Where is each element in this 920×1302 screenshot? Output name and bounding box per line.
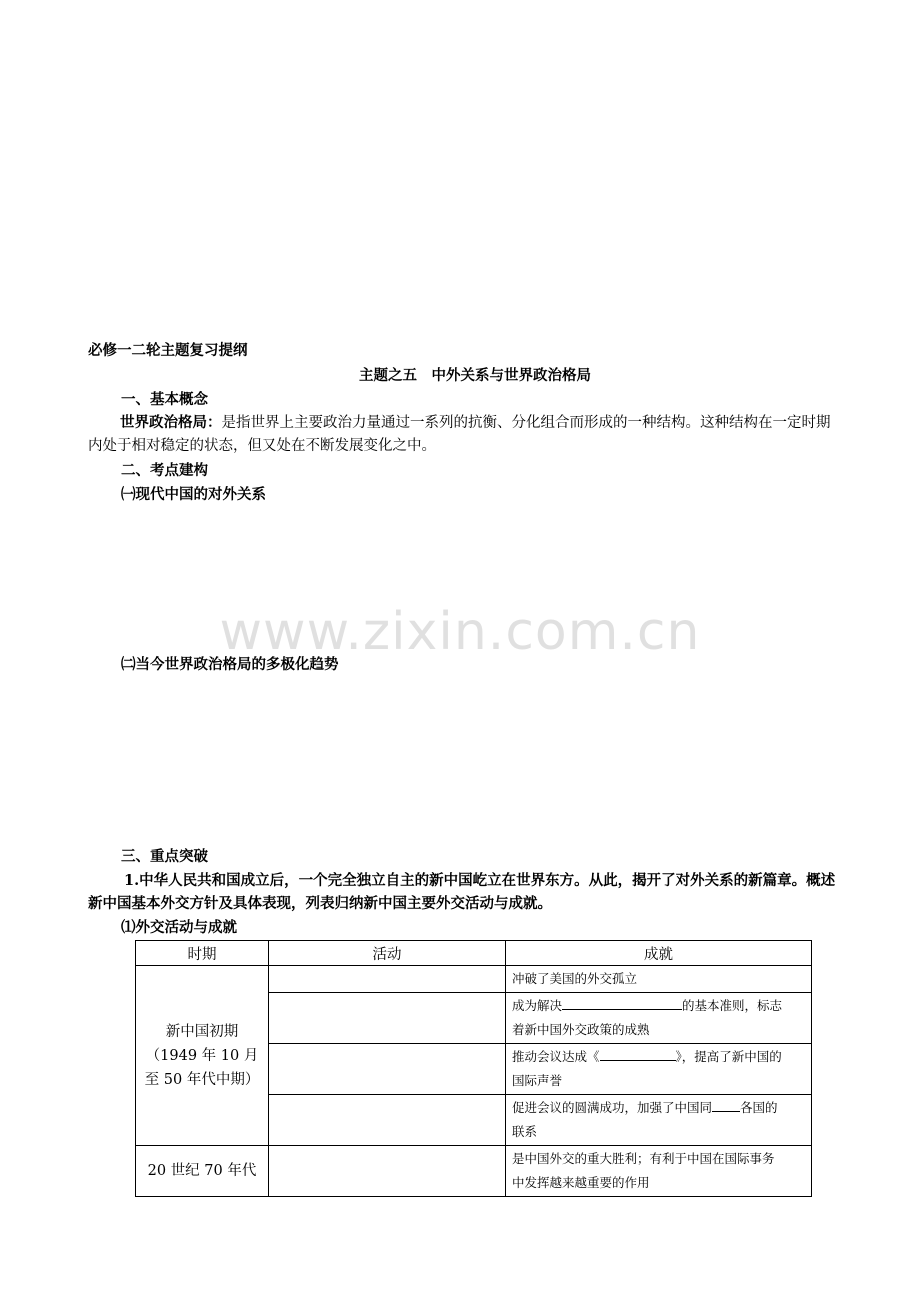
activity-cell[interactable] (269, 1146, 506, 1197)
section-heading-2: 二、考点建构 (121, 462, 208, 479)
table-row (136, 1146, 812, 1197)
subheading-multipolarity: ㈡当今世界政治格局的多极化趋势 (121, 656, 339, 673)
watermark: www.zixin.com.cn (219, 602, 701, 662)
doc-title: 主题之五 中外关系与世界政治格局 (359, 367, 591, 384)
activity-cell[interactable] (269, 966, 506, 993)
table-row (136, 966, 812, 993)
period-early-prc: 新中国初期 （1949 年 10 月 至 50 年代中期） (136, 966, 269, 1146)
subheading-foreign-relations: ㈠现代中国的对外关系 (121, 486, 266, 503)
achievement-cell: 冲破了美国的外交孤立 (506, 966, 812, 993)
fill-blank[interactable] (600, 1046, 676, 1061)
achievement-cell: 是中国外交的重大胜利；有利于中国在国际事务 中发挥越来越重要的作用 (506, 1146, 812, 1197)
section-heading-1: 一、基本概念 (121, 391, 208, 408)
fill-blank[interactable] (712, 1097, 740, 1112)
header-achievement: 成就 (506, 941, 812, 966)
doc-header: 必修一二轮主题复习提纲 (88, 342, 248, 359)
activity-cell[interactable] (269, 1095, 506, 1146)
fill-blank[interactable] (562, 995, 682, 1010)
period-1970s: 20 世纪 70 年代 (136, 1146, 269, 1197)
header-activity: 活动 (269, 941, 506, 966)
definition-paragraph (88, 411, 838, 458)
question-1: 1.中华人民共和国成立后，一个完全独立自主的新中国屹立在世界东方。从此，揭开了对外关系的新篇章。概述新中国基本外交方针及具体表现，列表归纳新中国主要外交活动与成就。 (88, 872, 836, 912)
achievement-cell: 促进会议的圆满成功，加强了中国同 各国的 联系 (506, 1095, 812, 1146)
achievement-cell: 成为解决 的基本准则，标志 着新中国外交政策的成熟 (506, 993, 812, 1044)
subheading-activities: ⑴外交活动与成就 (121, 919, 237, 936)
table-header-row (136, 941, 812, 966)
header-period: 时期 (136, 941, 269, 966)
activities-table (135, 940, 812, 1197)
activity-cell[interactable] (269, 1044, 506, 1095)
achievement-cell: 推动会议达成《 》，提高了新中国的 国际声誉 (506, 1044, 812, 1095)
section-heading-3: 三、重点突破 (121, 848, 208, 865)
definition-term: 世界政治格局： (120, 414, 222, 431)
activity-cell[interactable] (269, 993, 506, 1044)
definition-text: 是指世界上主要政治力量通过一系列的抗衡、分化组合而形成的一种结构。这种结构在一定时期内处于相对稳定的状态，但又处在不断发展变化之中。 (88, 415, 831, 454)
